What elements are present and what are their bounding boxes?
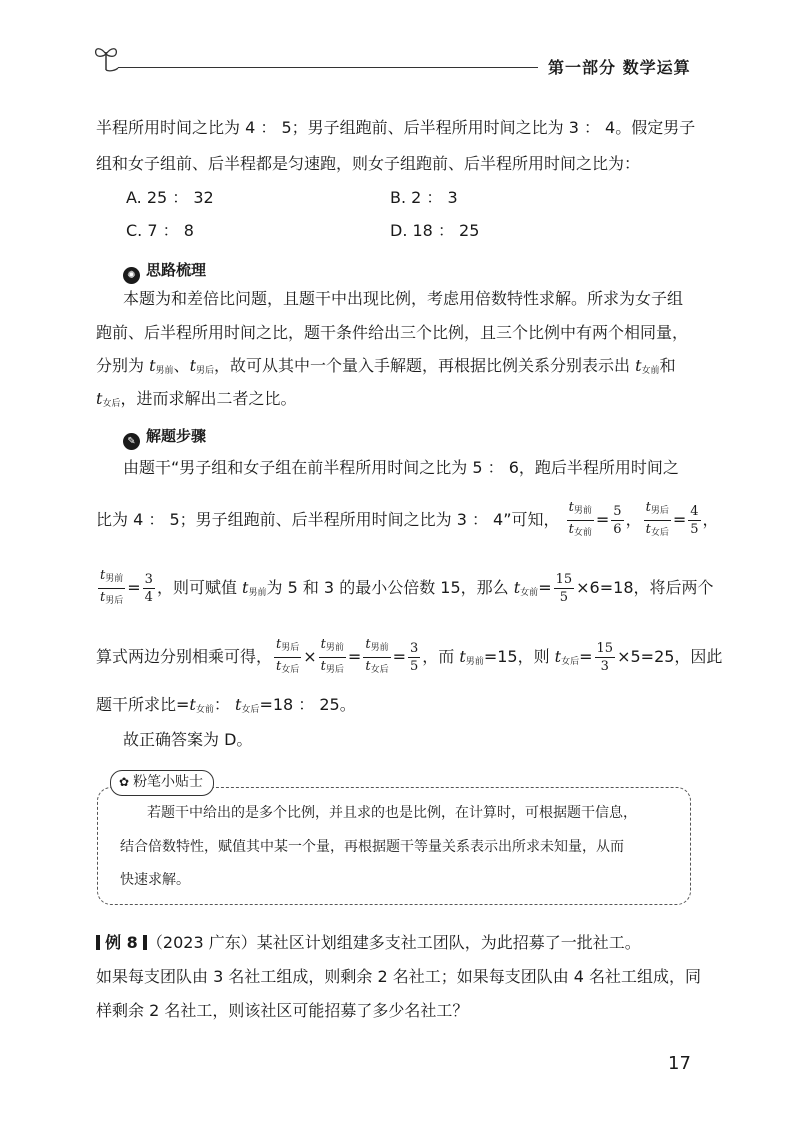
tip-line-3: 快速求解。 bbox=[120, 872, 190, 888]
fraction-4-5: $\frac{4}{5}$ bbox=[690, 504, 699, 537]
solution-line-2: 比为 4 ： 5；男子组跑前、后半程所用时间之比为 3 ： 4”可知， $\frac{t_{男前}}{t_{女前}}$ = $\frac{5}{6}$ ， $\frac{t_{男后}}{t_{女后}}$ = $\frac{4}{5}$ ， bbox=[96, 500, 719, 541]
fraction-3-4: $\frac{3}{4}$ bbox=[144, 572, 153, 605]
analysis-heading-label: 思路梳理 bbox=[146, 261, 207, 279]
example-line-3: 样剩余 2 名社工，则该社区可能招募了多少名社工？ bbox=[96, 1001, 469, 1020]
fraction-men-front-over-women-front: $\frac{t_{男前}}{t_{女前}}$ bbox=[568, 500, 592, 538]
solution-line-5: 题干所求比$=t_{女前}$： $t_{女后}=18$ ： 25。 bbox=[96, 695, 356, 715]
example-label: 例 8 bbox=[105, 933, 138, 952]
tip-tab-label: 粉笔小贴士 bbox=[133, 774, 204, 790]
section-title: 第一部分 数学运算 bbox=[548, 58, 691, 77]
bulb-icon: ✺ bbox=[123, 267, 140, 284]
fraction-men-back-over-women-back: $\frac{t_{男后}}{t_{女后}}$ bbox=[645, 500, 669, 538]
fraction-men-front-over-men-back: $\frac{t_{男前}}{t_{男后}}$ bbox=[100, 568, 124, 606]
question-line-1: 半程所用时间之比为 4 ： 5；男子组跑前、后半程所用时间之比为 3 ： 4。假定男子 bbox=[96, 118, 696, 137]
header-rule bbox=[118, 67, 530, 68]
header-dash bbox=[520, 67, 538, 68]
analysis-heading bbox=[123, 259, 206, 284]
solution-line-1: 由题干“男子组和女子组在前半程所用时间之比为 5 ： 6，跑后半程所用时间之 bbox=[123, 458, 679, 477]
option-a: A. 25 ： 32 bbox=[126, 188, 214, 207]
option-c: C. 7 ： 8 bbox=[126, 221, 194, 240]
solution-line-4: 算式两边分别相乘可得， $\frac{t_{男后}}{t_{女后}}$ × $\frac{t_{男前}}{t_{男后}}$ = $\frac{t_{男前}}{t_{女后}}$ = $\frac{3}{5}$ ，而 $t_{男前}=15$，则 $t_{女后}=$ $\frac{15}{3}$ ×5=25，因此 bbox=[96, 637, 722, 678]
example-bar-left bbox=[96, 935, 100, 950]
sprout-icon: ✿ bbox=[119, 775, 130, 789]
solution-line-3: $\frac{t_{男前}}{t_{男后}}$ = $\frac{3}{4}$ ，则可赋值 $t_{男前}$为 5 和 3 的最小公倍数 15，那么 $t_{女前}=$ $\frac{15}{5}$ ×6=18，将后两个 bbox=[96, 568, 714, 609]
fraction-men-back-over-women-back-2: $\frac{t_{男后}}{t_{女后}}$ bbox=[276, 637, 300, 675]
solution-heading-label: 解题步骤 bbox=[146, 427, 207, 445]
fraction-men-front-over-men-back-2: $\frac{t_{男前}}{t_{男后}}$ bbox=[320, 637, 344, 675]
tip-line-2: 结合倍数特性，赋值其中某一个量，再根据题干等量关系表示出所求未知量，从而 bbox=[120, 839, 624, 855]
analysis-line-4: $t_{女后}$，进而求解出二者之比。 bbox=[96, 389, 297, 409]
page-number: 17 bbox=[668, 1053, 691, 1074]
fraction-5-6: $\frac{5}{6}$ bbox=[613, 504, 622, 537]
option-b: B. 2 ： 3 bbox=[390, 188, 458, 207]
fraction-15-5: $\frac{15}{5}$ bbox=[555, 572, 573, 605]
solution-conclusion: 故正确答案为 D。 bbox=[123, 730, 253, 749]
solution-heading bbox=[123, 425, 206, 450]
analysis-line-3: 分别为 $t_{男前}$、$t_{男后}$，故可从其中一个量入手解题，再根据比例关系分别表示出 $t_{女前}$和 bbox=[96, 356, 676, 376]
example-line-1: 例 8 （2023 广东）某社区计划组建多支社工团队，为此招募了一批社工。 bbox=[96, 935, 641, 951]
fraction-3-5: $\frac{3}{5}$ bbox=[409, 641, 419, 674]
sprout-icon bbox=[92, 42, 120, 72]
tip-tab bbox=[110, 770, 214, 796]
fraction-men-front-over-women-back: $\frac{t_{男前}}{t_{女后}}$ bbox=[365, 637, 389, 675]
option-d: D. 18 ： 25 bbox=[390, 221, 480, 240]
question-line-2: 组和女子组前、后半程都是匀速跑，则女子组跑前、后半程所用时间之比为： bbox=[96, 154, 641, 173]
fraction-15-3: $\frac{15}{3}$ bbox=[596, 641, 614, 674]
analysis-line-1: 本题为和差倍比问题，且题干中出现比例，考虑用倍数特性求解。所求为女子组 bbox=[123, 289, 684, 308]
tip-line-1: 若题干中给出的是多个比例，并且求的也是比例，在计算时，可根据题干信息， bbox=[147, 805, 637, 821]
example-line-2: 如果每支团队由 3 名社工组成，则剩余 2 名社工；如果每支团队由 4 名社工组成，同 bbox=[96, 967, 702, 986]
pencil-icon: ✎ bbox=[123, 433, 140, 450]
analysis-line-2: 跑前、后半程所用时间之比，题干条件给出三个比例，且三个比例中有两个相同量， bbox=[96, 323, 689, 342]
